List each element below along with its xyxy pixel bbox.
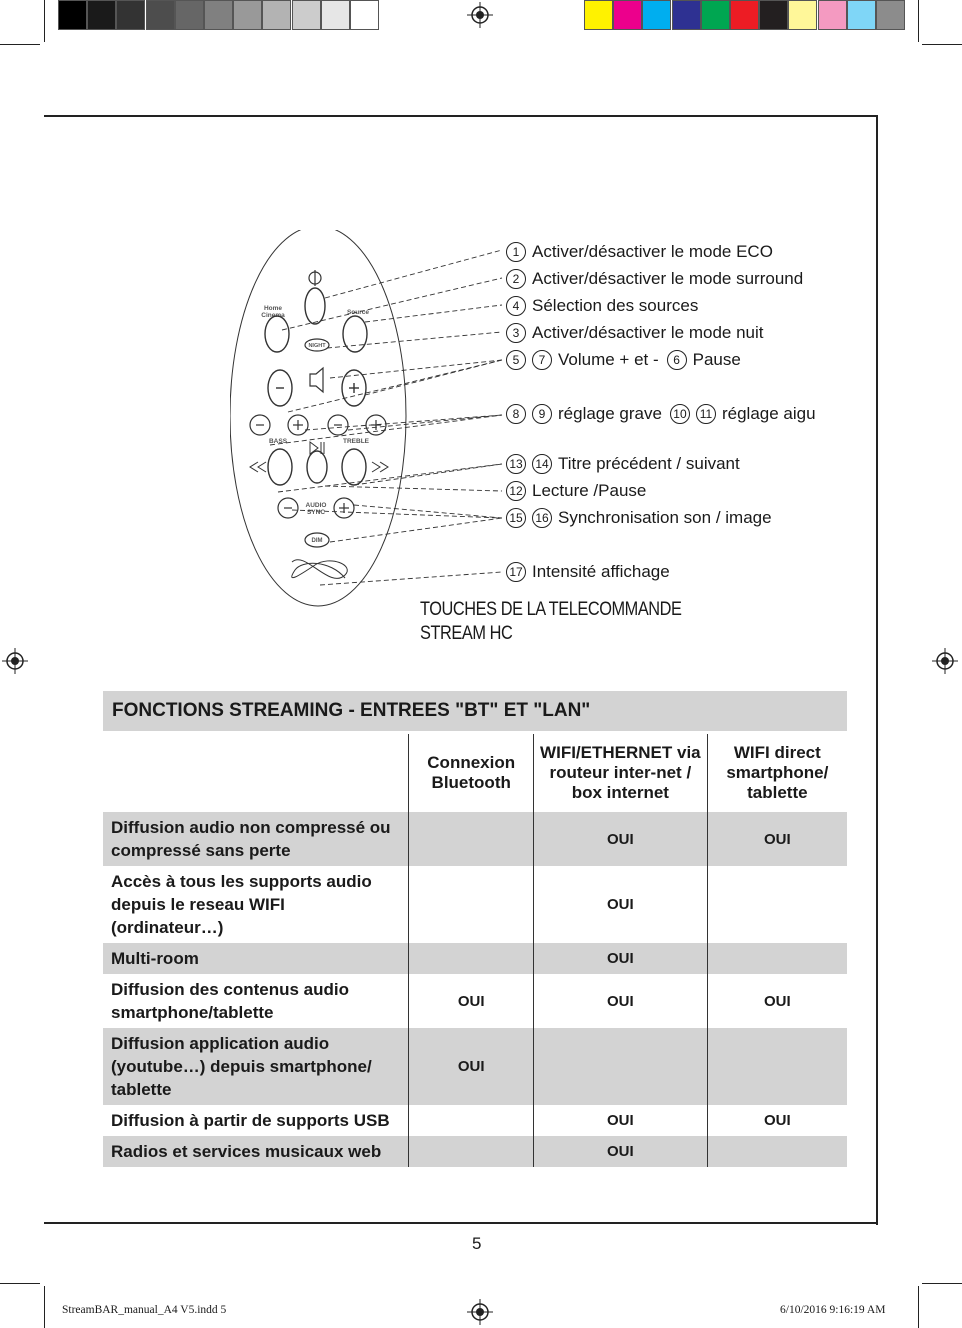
color-swatch <box>788 0 817 30</box>
callout-number: 4 <box>506 296 526 316</box>
row-value: OUI <box>707 812 847 866</box>
row-value <box>707 866 847 943</box>
legend-item <box>506 508 772 528</box>
treble-label: TREBLE <box>343 438 369 445</box>
row-value <box>409 1136 534 1167</box>
callout-number: 7 <box>532 350 552 370</box>
color-swatch <box>847 0 876 30</box>
color-swatch <box>642 0 671 30</box>
legend-text: Activer/désactiver le mode surround <box>532 269 804 288</box>
row-value: OUI <box>409 1028 534 1105</box>
row-value: OUI <box>533 943 707 974</box>
registration-mark-bottom <box>467 1299 493 1325</box>
color-swatch <box>672 0 701 30</box>
audio-sync-label: SYNC <box>306 509 326 516</box>
legend-item <box>506 454 740 474</box>
registration-mark-top <box>467 2 493 28</box>
gray-swatch <box>233 0 262 30</box>
callout-number: 16 <box>532 508 552 528</box>
table-header-cell: WIFI/ETHERNET via routeur inter-net / box internet <box>533 734 707 812</box>
row-value: OUI <box>707 974 847 1028</box>
dim-label: DIM <box>311 538 323 544</box>
gray-swatch <box>292 0 321 30</box>
legend-item <box>506 269 803 289</box>
legend-item <box>506 350 741 370</box>
callout-number: 1 <box>506 242 526 262</box>
crop-mark <box>918 1286 919 1328</box>
legend-text: réglage aigu <box>721 404 816 423</box>
row-value: OUI <box>533 866 707 943</box>
page-frame-right <box>876 115 878 1225</box>
crop-mark <box>922 1283 962 1284</box>
crop-mark <box>44 0 45 42</box>
gray-swatch <box>58 0 87 30</box>
color-swatch <box>876 0 905 30</box>
gray-swatch <box>321 0 350 30</box>
crop-mark <box>922 44 962 45</box>
table-title: FONCTIONS STREAMING - ENTREES "BT" ET "LAN" <box>103 691 847 731</box>
gray-swatch <box>350 0 379 30</box>
legend-text: Titre précédent / suivant <box>558 454 740 473</box>
row-label: Diffusion des contenus audio smartphone/tablette <box>111 980 350 1022</box>
legend-item <box>506 404 816 424</box>
callout-number: 9 <box>532 404 552 424</box>
legend-text: Pause <box>692 350 741 369</box>
color-swatch <box>701 0 730 30</box>
gray-swatch <box>175 0 204 30</box>
row-label: Diffusion à partir de supports USB <box>111 1111 390 1130</box>
legend-item <box>506 323 764 343</box>
color-swatch <box>730 0 759 30</box>
row-value: OUI <box>533 812 707 866</box>
color-swatch <box>584 0 613 30</box>
gray-swatch <box>262 0 291 30</box>
caption-line-2: STREAM HC <box>420 623 513 644</box>
callout-number: 10 <box>670 404 690 424</box>
registration-mark-left <box>2 648 28 674</box>
footer-filename: StreamBAR_manual_A4 V5.indd 5 <box>62 1304 227 1316</box>
callout-number: 13 <box>506 454 526 474</box>
table-row <box>103 974 847 1028</box>
legend-text: Lecture /Pause <box>532 481 647 500</box>
legend-item <box>506 242 773 262</box>
row-value <box>707 943 847 974</box>
callout-number: 15 <box>506 508 526 528</box>
color-swatch <box>613 0 642 30</box>
audio-sync-label: AUDIO <box>305 502 327 509</box>
row-value: OUI <box>533 1136 707 1167</box>
callout-number: 11 <box>696 404 716 424</box>
gray-swatch <box>87 0 116 30</box>
row-value <box>409 866 534 943</box>
caption-line-1: TOUCHES DE LA TELECOMMANDE <box>420 599 682 620</box>
callout-number: 5 <box>506 350 526 370</box>
row-value <box>707 1028 847 1105</box>
row-value <box>533 1028 707 1105</box>
callout-number: 17 <box>506 562 526 582</box>
crop-mark <box>0 44 40 45</box>
row-label: Multi-room <box>103 943 409 974</box>
callout-number: 3 <box>506 323 526 343</box>
page-frame-bottom <box>44 1222 878 1224</box>
row-value <box>409 812 534 866</box>
source-label: Source <box>346 309 370 316</box>
row-value <box>409 1105 534 1136</box>
table-row <box>103 1028 847 1105</box>
remote-control-illustration <box>230 230 520 610</box>
callout-number: 2 <box>506 269 526 289</box>
row-label: Diffusion application audio (youtube…) depuis smartphone/ tablette <box>103 1028 409 1105</box>
legend-item <box>506 296 698 316</box>
legend-text: réglage grave <box>558 404 662 423</box>
registration-mark-right <box>932 648 958 674</box>
row-value: OUI <box>409 974 534 1028</box>
table-row <box>103 1136 847 1167</box>
legend-text: Sélection des sources <box>532 296 699 315</box>
legend-text: Intensité affichage <box>532 562 670 581</box>
legend-text: Activer/désactiver le mode nuit <box>532 323 764 342</box>
row-value: OUI <box>707 1105 847 1136</box>
legend-item <box>506 481 646 501</box>
legend-text: Activer/désactiver le mode ECO <box>532 242 773 261</box>
color-swatch <box>759 0 788 30</box>
table-header-cell <box>103 734 409 812</box>
crop-mark <box>44 1286 45 1328</box>
callout-number: 6 <box>667 350 687 370</box>
row-value: OUI <box>533 1105 707 1136</box>
gray-swatch <box>146 0 175 30</box>
legend-text: Synchronisation son / image <box>558 508 772 527</box>
remote-caption <box>420 598 682 646</box>
home-cinema-label: Home <box>263 305 283 312</box>
row-value <box>409 943 534 974</box>
table-row <box>103 943 847 974</box>
gray-swatch <box>116 0 145 30</box>
row-label: Diffusion audio non compressé ou compressé sans perte <box>103 812 409 866</box>
color-swatch <box>818 0 847 30</box>
bass-label: BASS <box>268 438 288 445</box>
streaming-functions-table <box>103 734 847 1167</box>
night-label: NIGHT <box>308 343 326 349</box>
crop-mark <box>918 0 919 42</box>
table-header-cell: WIFI direct smartphone/ tablette <box>707 734 847 812</box>
table-header-cell: Connexion Bluetooth <box>409 734 534 812</box>
row-value: OUI <box>533 974 707 1028</box>
table-row <box>103 1105 847 1136</box>
crop-mark <box>0 1283 40 1284</box>
table-row <box>103 866 847 943</box>
gray-swatch <box>204 0 233 30</box>
footer-timestamp: 6/10/2016 9:16:19 AM <box>780 1304 886 1316</box>
legend-text: Volume + et - <box>558 350 659 369</box>
row-label: Radios et services musicaux web <box>103 1136 409 1167</box>
row-value <box>707 1136 847 1167</box>
callout-number: 14 <box>532 454 552 474</box>
home-cinema-label: Cinema <box>261 312 285 319</box>
legend-item <box>506 562 670 582</box>
callout-number: 12 <box>506 481 526 501</box>
callout-number: 8 <box>506 404 526 424</box>
table-row <box>103 812 847 866</box>
row-label: Accès à tous les supports audio depuis le reseau WIFI (ordinateur…) <box>111 872 372 937</box>
page-frame-top <box>44 115 878 117</box>
page-number: 5 <box>472 1234 482 1253</box>
